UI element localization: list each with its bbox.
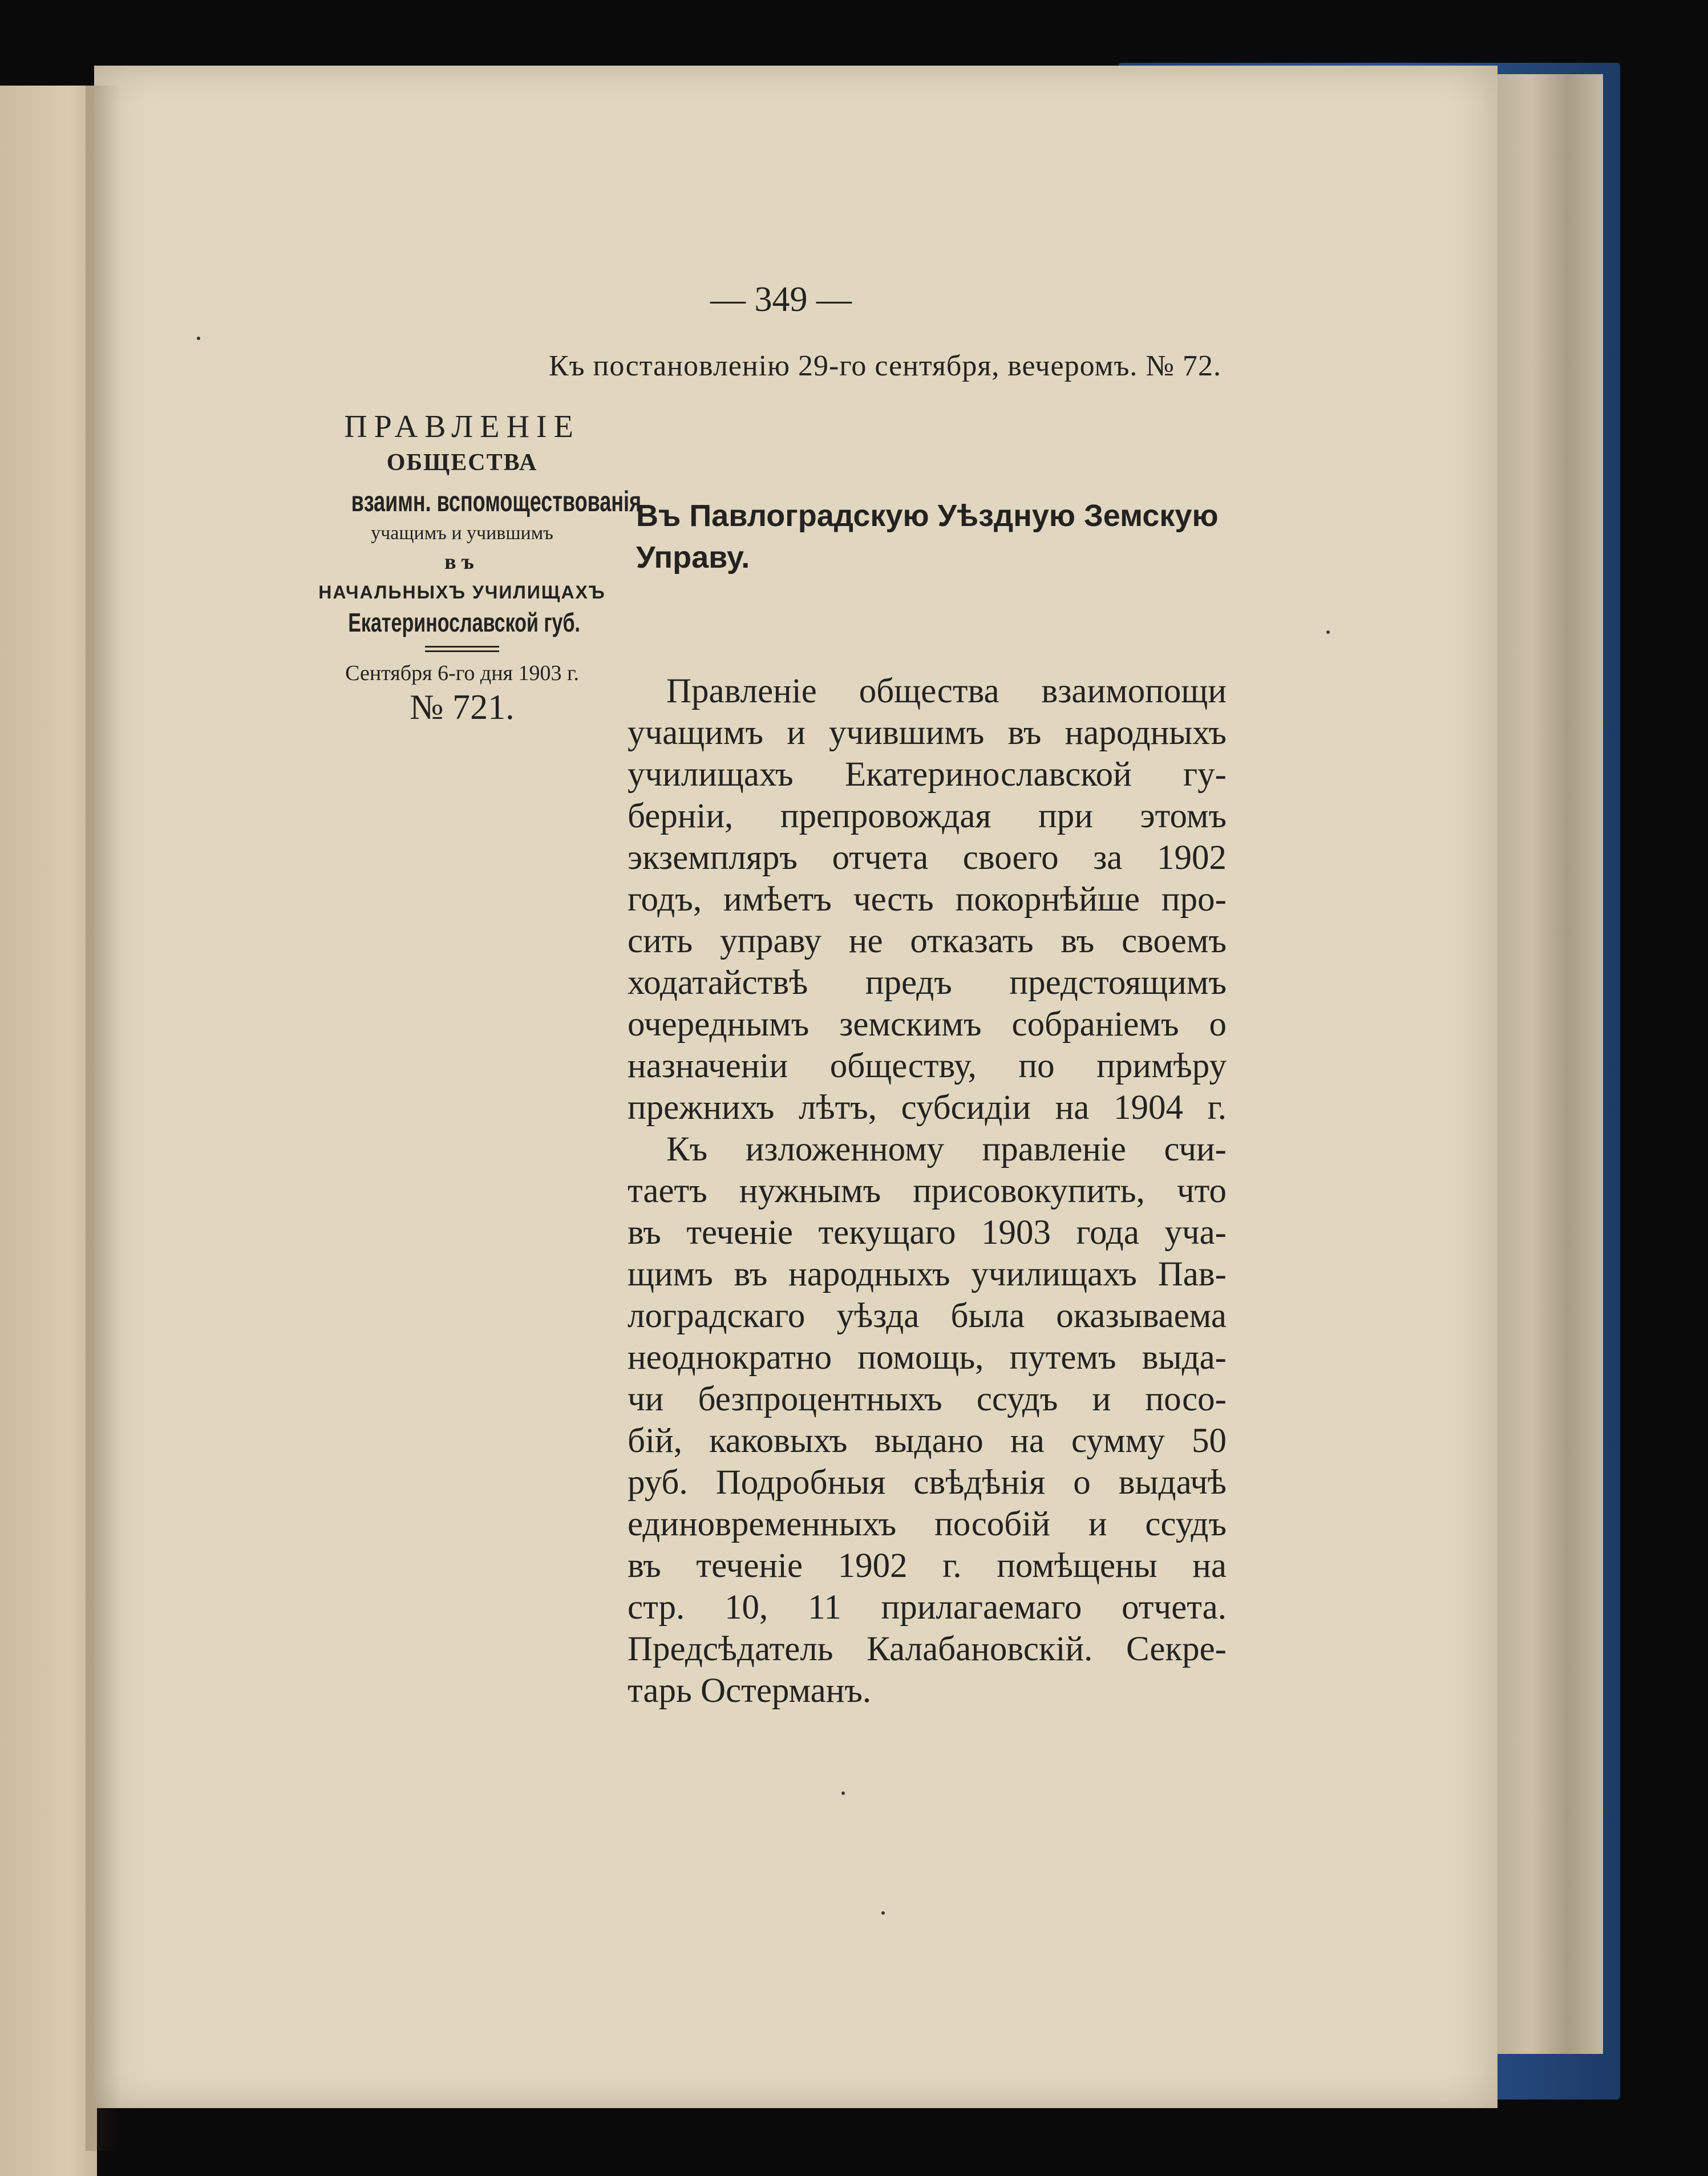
body-line: бій, каковыхъ выдано на сумму 50 [628, 1422, 1227, 1460]
body-line: щимъ въ народныхъ училищахъ Пав- [628, 1255, 1227, 1293]
body-line: тарь Остерманъ. [628, 1672, 872, 1710]
addressee-line-1: Въ Павлоградскую Уѣздную Земскую [636, 499, 1219, 533]
letterhead-line-5: въ [444, 550, 480, 574]
body-line: таетъ нужнымъ присовокупить, что [628, 1172, 1227, 1210]
body-line: Правленіе общества взаимопощи [666, 672, 1227, 710]
body-line: въ теченіе текущаго 1903 года уча- [628, 1214, 1227, 1252]
body-line: руб. Подробныя свѣдѣнія о выдачѣ [628, 1463, 1227, 1502]
body-line: единовременныхъ пособій и ссудъ [628, 1505, 1227, 1543]
letter-body [628, 670, 1227, 1712]
paper-speck [881, 1911, 885, 1915]
resolution-reference: Къ постановленію 29-го сентября, вечеромъ. № 72. [548, 350, 1221, 382]
letterhead-date: Сентября 6-го дня 1903 г. [345, 661, 579, 685]
body-line: ходатайствѣ предъ предстоящимъ [628, 964, 1227, 1002]
body-line: назначеніи обществу, по примѣру [628, 1047, 1227, 1085]
body-line: лоградскаго уѣзда была оказываема [628, 1297, 1227, 1335]
body-line: сить управу не отказать въ своемъ [628, 922, 1227, 960]
gutter-shadow [86, 86, 120, 2151]
page-number: — 349 — [710, 280, 852, 319]
body-line: берніи, препровождая при этомъ [628, 797, 1227, 835]
body-line: годъ, имѣетъ честь покорнѣйше про- [628, 880, 1227, 919]
letterhead-line-3: взаимн. вспомоществованія [351, 486, 641, 517]
paper-speck [197, 337, 200, 340]
letterhead-line-4: учащимъ и учившимъ [371, 523, 553, 544]
addressee [636, 494, 1229, 577]
paper-speck [1326, 630, 1330, 634]
body-line: училищахъ Екатеринославской гу- [628, 755, 1227, 794]
body-line: неоднократно помощь, путемъ выда- [628, 1338, 1227, 1377]
page-edges [1483, 74, 1603, 2054]
paper-speck [841, 1791, 845, 1795]
body-line: прежнихъ лѣтъ, субсидіи на 1904 г. [628, 1089, 1227, 1127]
body-line: Предсѣдатель Калабановскій. Секре- [628, 1630, 1227, 1668]
letterhead-stamp [308, 409, 641, 727]
addressee-line-2: Управу. [636, 540, 750, 575]
left-page-edge [0, 86, 97, 2176]
letterhead-number: № 721. [410, 688, 515, 727]
body-line: учащимъ и учившимъ въ народныхъ [628, 714, 1227, 752]
body-line: Къ изложенному правленіе счи- [666, 1130, 1227, 1168]
body-line: экземпляръ отчета своего за 1902 [628, 839, 1227, 877]
letterhead-line-7: Екатеринославской губ. [348, 608, 580, 637]
letterhead-line-6: НАЧАЛЬНЫХЪ УЧИЛИЩАХЪ [318, 582, 606, 602]
body-line: чи безпроцентныхъ ссудъ и посо- [628, 1380, 1227, 1418]
letterhead-line-2: ОБЩЕСТВА [386, 450, 538, 476]
body-line: очереднымъ земскимъ собраніемъ о [628, 1005, 1227, 1043]
letterhead-divider [425, 646, 499, 652]
body-line: стр. 10, 11 прилагаемаго отчета. [628, 1588, 1227, 1627]
body-line: въ теченіе 1902 г. помѣщены на [628, 1547, 1227, 1585]
letterhead-line-1: ПРАВЛЕНІЕ [344, 409, 580, 444]
